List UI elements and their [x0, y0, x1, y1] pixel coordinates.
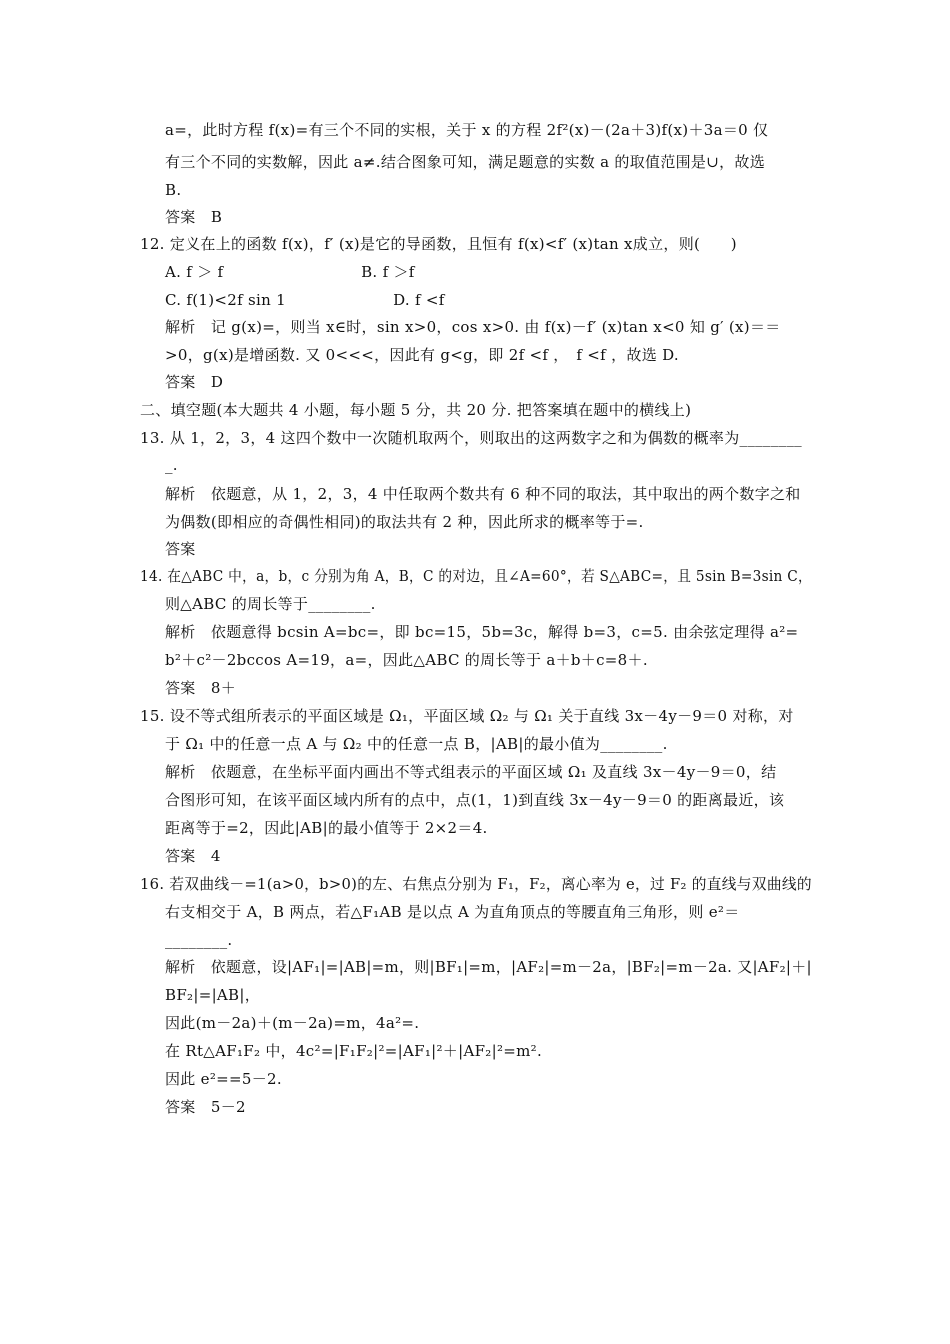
text-line: _. [165, 456, 178, 474]
text-line: 于 Ω₁ 中的任意一点 A 与 Ω₂ 中的任意一点 B，|AB|的最小值为________. [165, 735, 668, 753]
text-line: B. [165, 181, 182, 199]
text-line: 距离等于=2，因此|AB|的最小值等于 2×2＝4. [165, 819, 488, 837]
text-line: 有三个不同的实数解，因此 a≠.结合图象可知，满足题意的实数 a 的取值范围是∪，故选 [165, 153, 765, 171]
option-line: A. f ＞ f B. f ＞f [165, 263, 415, 281]
question-15: 15. 设不等式组所表示的平面区域是 Ω₁，平面区域 Ω₂ 与 Ω₁ 关于直线 3x－4y－9＝0 对称，对 [140, 707, 794, 725]
option-line: C. f(1)<2f sin 1 D. f <f [165, 291, 445, 309]
text-line: BF₂|=|AB|， [165, 986, 261, 1004]
text-line: 在 Rt△AF₁F₂ 中，4c²=|F₁F₂|²=|AF₁|²＋|AF₂|²=m². [165, 1042, 543, 1060]
answer-line: 答案 [165, 540, 196, 558]
question-12: 12. 定义在上的函数 f(x)，f′ (x)是它的导函数，且恒有 f(x)<f′ (x)tan x成立，则( ) [140, 235, 737, 253]
answer-line: 答案 8＋ [165, 679, 237, 697]
text-line: 解析 依题意，从 1，2，3，4 中任取两个数共有 6 种不同的取法，其中取出的两个数字之和 [165, 485, 801, 503]
text-line: 解析 记 g(x)=，则当 x∈时，sin x>0，cos x>0. 由 f(x)－f′ (x)tan x<0 知 g′ (x)＝＝ [165, 318, 781, 336]
text-line: 解析 依题意，设|AF₁|=|AB|=m，则|BF₁|=m，|AF₂|=m－2a，|BF₂|=m－2a. 又|AF₂|＋| [165, 958, 812, 976]
text-line: 解析 依题意得 bcsin A=bc=，即 bc=15，5b=3c，解得 b=3，c=5. 由余弦定理得 a²= [165, 623, 799, 641]
text-line: >0，g(x)是增函数. 又 0<<<，因此有 g<g，即 2f <f ， f <f ，故选 D. [165, 346, 679, 364]
answer-line: 答案 4 [165, 847, 221, 865]
text-line: 则△ABC 的周长等于________. [165, 595, 376, 613]
question-13: 13. 从 1，2，3，4 这四个数中一次随机取两个，则取出的这两数字之和为偶数的概率为________ [140, 429, 802, 447]
answer-line: 答案 D [165, 373, 224, 391]
text-line: a=，此时方程 f(x)=有三个不同的实根，关于 x 的方程 2f²(x)－(2a＋3)f(x)＋3a＝0 仅 [165, 121, 769, 139]
text-line: ________. [165, 931, 233, 949]
text-line: 因此 e²==5－2. [165, 1070, 282, 1088]
text-line: 为偶数(即相应的奇偶性相同)的取法共有 2 种，因此所求的概率等于=. [165, 513, 644, 531]
answer-line: 答案 5－2 [165, 1098, 246, 1116]
text-line: 解析 依题意，在坐标平面内画出不等式组表示的平面区域 Ω₁ 及直线 3x－4y－9＝0，结 [165, 763, 777, 781]
text-line: b²＋c²－2bccos A=19，a=，因此△ABC 的周长等于 a＋b＋c=8＋. [165, 651, 648, 669]
question-16: 16. 若双曲线－=1(a>0，b>0)的左、右焦点分别为 F₁，F₂，离心率为 e，过 F₂ 的直线与双曲线的 [140, 875, 812, 893]
section-heading: 二、填空题(本大题共 4 小题，每小题 5 分，共 20 分. 把答案填在题中的横线上) [140, 401, 692, 419]
question-14: 14. 在△ABC 中，a，b，c 分别为角 A，B，C 的对边，且∠A=60°，若 S△ABC=，且 5sin B=3sin C， [140, 567, 812, 585]
answer-line: 答案 B [165, 208, 223, 226]
text-line: 因此(m－2a)＋(m－2a)=m，4a²=. [165, 1014, 420, 1032]
text-line: 合图形可知，在该平面区域内所有的点中，点(1，1)到直线 3x－4y－9＝0 的距离最近，该 [165, 791, 785, 809]
text-line: 右支相交于 A，B 两点，若△F₁AB 是以点 A 为直角顶点的等腰直角三角形，则 e²＝ [165, 903, 740, 921]
